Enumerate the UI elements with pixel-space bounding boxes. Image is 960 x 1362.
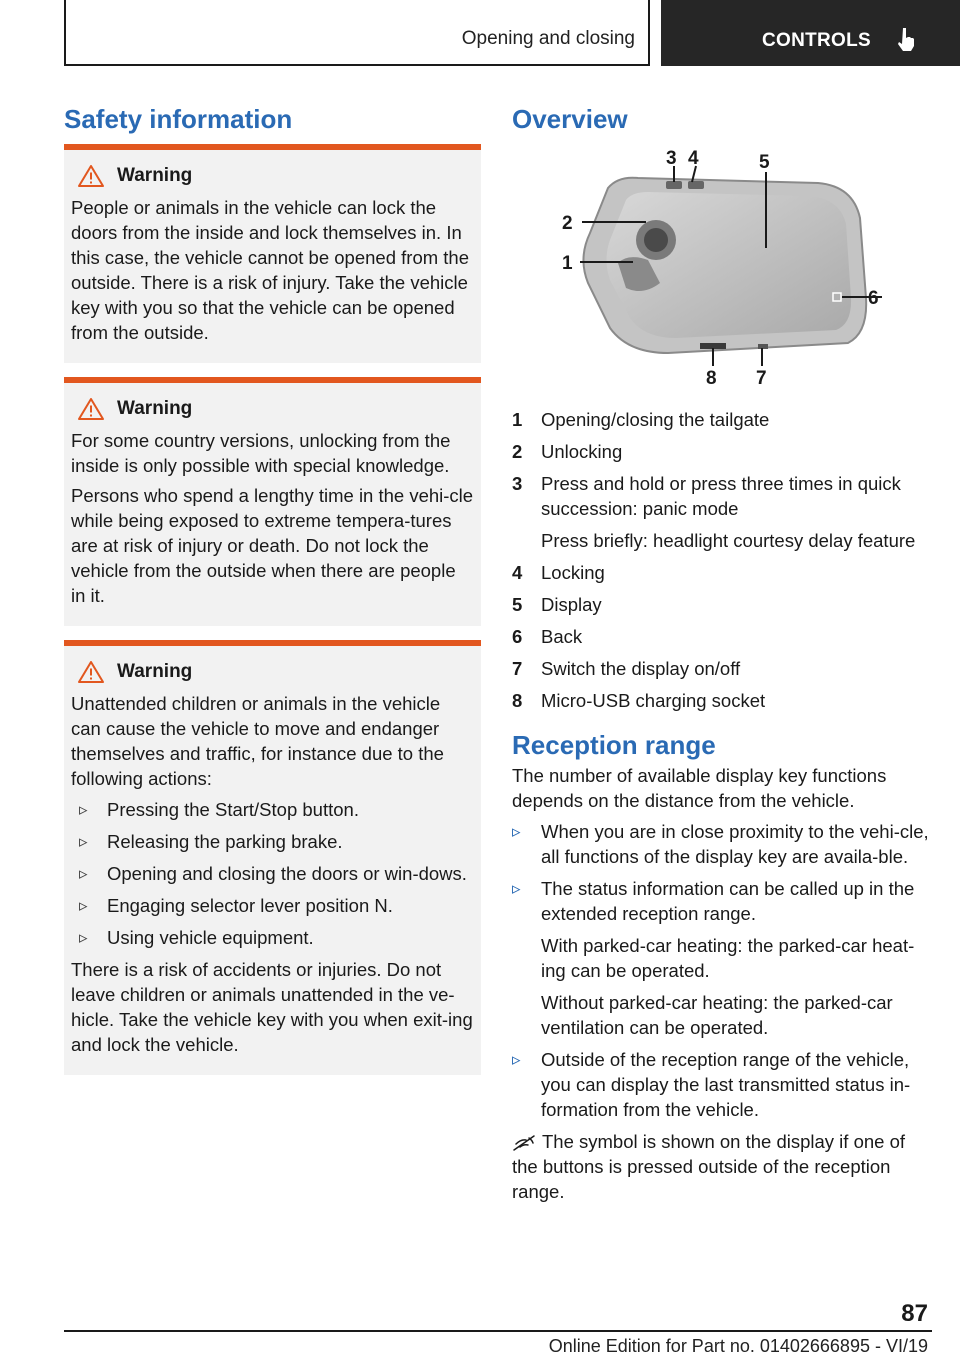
- legend-number: 1: [512, 409, 523, 430]
- legend-item: [512, 407, 932, 432]
- warning-box-1: [64, 144, 481, 363]
- legend-text: Micro-USB charging socket: [541, 690, 766, 711]
- callout-1: 1: [562, 253, 573, 274]
- callout-5: 5: [759, 152, 770, 173]
- list-item-sub: With parked-car heating: the parked-car heat‐ing can be operated.: [541, 935, 915, 981]
- footer-divider: [64, 1330, 932, 1332]
- chapter-tab-label: CONTROLS: [762, 30, 872, 51]
- list-item-text: The status information can be called up in the extended reception range.: [541, 878, 915, 924]
- symbol-note: [512, 1129, 932, 1204]
- warning-title: Warning: [117, 165, 193, 186]
- legend-text: [541, 471, 932, 553]
- list-item: [512, 819, 932, 869]
- list-item: ▹ Engaging selector lever position N.: [71, 893, 474, 918]
- legend-text: Back: [541, 626, 583, 647]
- callout-6: 6: [868, 288, 879, 309]
- pointing-hand-icon: [896, 26, 918, 52]
- legend-item: [512, 592, 932, 617]
- warning-header: [71, 162, 474, 190]
- safety-heading: Safety information: [64, 104, 293, 134]
- warning-text: Persons who spend a lengthy time in the vehi‐cle while being exposed to extreme tempera‐tures are at risk of injury or death. Do not lock the vehicle from the outside when there are people in it.: [71, 485, 474, 606]
- legend-number: 2: [512, 441, 523, 462]
- overview-legend: [512, 407, 932, 713]
- display-key-illustration: [548, 148, 888, 388]
- warning-title: Warning: [117, 398, 193, 419]
- list-item: [512, 1047, 932, 1122]
- legend-item: [512, 471, 932, 553]
- list-item: ▹ Pressing the Start/Stop button.: [71, 797, 474, 822]
- legend-number: 4: [512, 562, 523, 583]
- action-list: [71, 797, 474, 950]
- legend-text-sub: Press briefly: headlight courtesy delay feature: [541, 530, 916, 551]
- warning-text: Unattended children or animals in the vehicle can cause the vehicle to move and endanger themselves and traffic, for instance due to the following actions:: [71, 693, 444, 789]
- legend-number: 5: [512, 594, 523, 615]
- edition-note: Online Edition for Part no. 01402666895 - VI/19: [548, 1336, 928, 1356]
- legend-number: 3: [512, 473, 523, 494]
- list-item-text: When you are in close proximity to the vehi‐cle, all functions of the display key are availa‐ble.: [541, 821, 929, 867]
- callout-2: 2: [562, 213, 573, 234]
- reception-heading: Reception range: [512, 730, 716, 760]
- legend-number: 6: [512, 626, 523, 647]
- legend-text: Locking: [541, 562, 605, 583]
- legend-number: 7: [512, 658, 523, 679]
- reception-list: [512, 819, 932, 1122]
- legend-item: [512, 688, 932, 713]
- callout-3: 3: [666, 148, 677, 169]
- list-item: [512, 876, 932, 1040]
- page-number: 87: [901, 1300, 928, 1327]
- out-of-range-icon: [512, 1135, 536, 1151]
- warning-triangle-icon: [77, 660, 105, 684]
- legend-number: 8: [512, 690, 523, 711]
- warning-text: There is a risk of accidents or injuries. Do not leave children or animals unattended in the ve‐hicle. Take the vehicle key with you when exit‐ing and lock the vehicle.: [71, 959, 473, 1055]
- legend-item: [512, 624, 932, 649]
- legend-item: [512, 439, 932, 464]
- callout-8: 8: [706, 368, 717, 388]
- list-item: ▹ Opening and closing the doors or win‐dows.: [71, 861, 474, 886]
- legend-text: Display: [541, 594, 602, 615]
- warning-title: Warning: [117, 661, 193, 682]
- warning-triangle-icon: [77, 164, 105, 188]
- legend-item: [512, 560, 932, 585]
- reception-intro: The number of available display key functions depends on the distance from the vehicle.: [512, 765, 887, 811]
- symbol-note-text: The symbol is shown on the display if one of the buttons is pressed outside of the reception range.: [512, 1131, 905, 1202]
- chapter-tab: [661, 0, 960, 66]
- legend-text: Unlocking: [541, 441, 623, 462]
- warning-box-2: [64, 377, 481, 626]
- list-item-sub: Without parked-car heating: the parked-car ventilation can be operated.: [541, 992, 893, 1038]
- legend-text: Switch the display on/off: [541, 658, 741, 679]
- overview-column: [512, 100, 932, 1204]
- warning-header: [71, 395, 474, 423]
- callout-7: 7: [756, 368, 767, 388]
- legend-text-main: Press and hold or press three times in quick succession: panic mode: [541, 473, 901, 519]
- legend-text: Opening/closing the tailgate: [541, 409, 770, 430]
- overview-heading: Overview: [512, 104, 628, 134]
- legend-item: [512, 656, 932, 681]
- callout-4: 4: [688, 148, 699, 169]
- list-item: ▹ Releasing the parking brake.: [71, 829, 474, 854]
- warning-text: For some country versions, unlocking from the inside is only possible with special knowledge.: [71, 430, 451, 476]
- list-item-text: Outside of the reception range of the vehicle, you can display the last transmitted status in‐formation from the vehicle.: [541, 1049, 911, 1120]
- warning-text: People or animals in the vehicle can lock the doors from the inside and lock themselves in. In this case, the vehicle cannot be opened from the outside. There is a risk of injury. Take the vehicle key with you so that the vehicle can be opened from the outside.: [71, 197, 470, 343]
- section-title: Opening and closing: [461, 28, 635, 49]
- warning-triangle-icon: [77, 397, 105, 421]
- warning-header: [71, 658, 474, 686]
- safety-column: [64, 100, 481, 1087]
- list-item: ▹ Using vehicle equipment.: [71, 925, 474, 950]
- warning-box-3: [64, 640, 481, 1075]
